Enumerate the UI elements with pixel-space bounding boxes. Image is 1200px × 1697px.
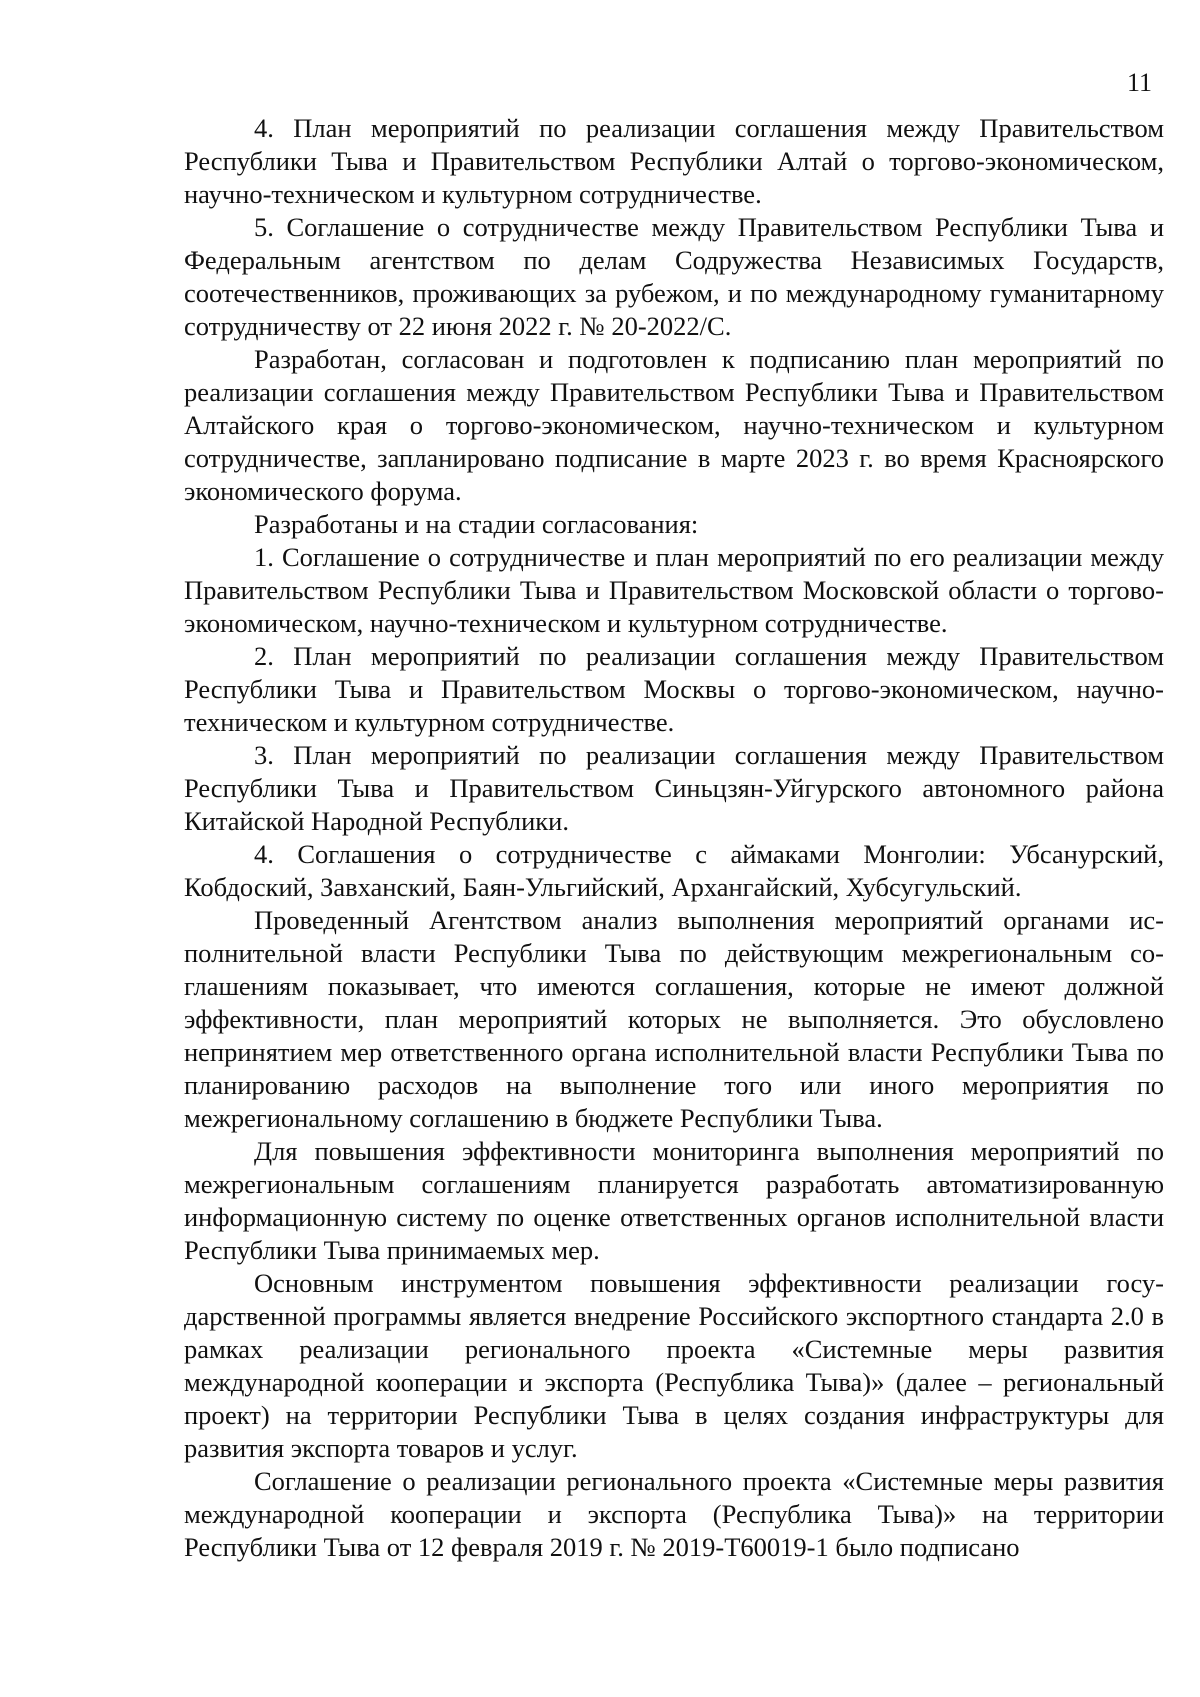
paragraph-item-3-xinjiang: 3. План мероприятий по реализации соглашения между Правительством Республики Тыва и Правительством Синьцзян-Уйгурского автономного района Китайской Народной Республики. <box>184 740 1164 836</box>
paragraph-altai-krai-plan: Разработан, согласован и подготовлен к подписанию план мероприятий по реализации соглашения между Правительством Республики Тыва и Правительством Алтайского края о торгово-экономическом, научно-техническом и культурном сотрудничестве, запланировано подписание в марте 2023 г. во время Красноярского экономического форума. <box>184 344 1164 506</box>
paragraph-regional-project-agreement: Соглашение о реализации регионального проекта «Системные меры развития международной кооперации и экспорта (Республика Тыва)» на территории Республики Тыва от 12 февраля 2019 г. № 2019-Т60019-1 было подписано <box>184 1466 1164 1562</box>
paragraph-item-2-moscow: 2. План мероприятий по реализации соглашения между Правительством Республики Тыва и Правительством Москвы о торгово-экономическом, научно-техническом и культурном сотрудничестве. <box>184 641 1164 737</box>
paragraph-in-approval-heading: Разработаны и на стадии согласования: <box>254 509 699 539</box>
paragraph-item-1-moscow-oblast: 1. Соглашение о сотрудничестве и план мероприятий по его реализации между Правительством Республики Тыва и Правительством Московской области о торгово-экономическом, научно-техническом и культурном сотрудничестве. <box>184 542 1164 638</box>
paragraph-monitoring-system: Для повышения эффективности мониторинга выполнения мероприятий по межрегиональным соглашениям планируется разработать автоматизированную информационную систему по оценке ответственных органов исполнительной власти Республики Тыва принимаемых мер. <box>184 1136 1164 1265</box>
paragraph-item-4-mongolia: 4. Соглашения о сотрудничестве с аймаками Монголии: Убсанурский, Кобдоский, Завханский, Баян-Ульгийский, Архангайский, Хубсугульский. <box>184 839 1164 902</box>
paragraph-item-5-cis-agreement: 5. Соглашение о сотрудничестве между Правительством Республики Тыва и Федеральным агентством по делам Содружества Независимых Государств, соотечественников, проживающих за рубежом, и по международному гуманитарному сотрудничеству от 22 июня 2022 г. № 20-2022/С. <box>184 212 1164 341</box>
paragraph-export-standard: Основным инструментом повышения эффективности реализации государственной программы является внедрение Российского экспортного стандарта 2.0 в рамках реализации регионального проекта «Системные меры развития международной кооперации и экспорта (Республика Тыва)» (далее – региональный проект) на территории Республики Тыва в целях создания инфраструктуры для развития экспорта товаров и услуг. <box>184 1268 1164 1463</box>
page-number: 11 <box>1126 68 1152 97</box>
document-body <box>184 112 1164 1564</box>
paragraph-analysis: Проведенный Агентством анализ выполнения мероприятий органами исполнительной власти Республики Тыва по действующим межрегиональным соглашениям показывает, что имеются соглашения, которые не имеют должной эффективности, план мероприятий которых не выполняется. Это обусловлено непринятием мер ответственного органа исполнительной власти Республики Тыва по планированию расходов на выполнение того или иного мероприятия по межрегиональному соглашению в бюджете Республики Тыва. <box>184 905 1164 1133</box>
paragraph-item-4-altai-plan: 4. План мероприятий по реализации соглашения между Правительством Республики Тыва и Правительством Республики Алтай о торгово-экономическом, научно-техническом и культурном сотрудничестве. <box>184 113 1164 209</box>
